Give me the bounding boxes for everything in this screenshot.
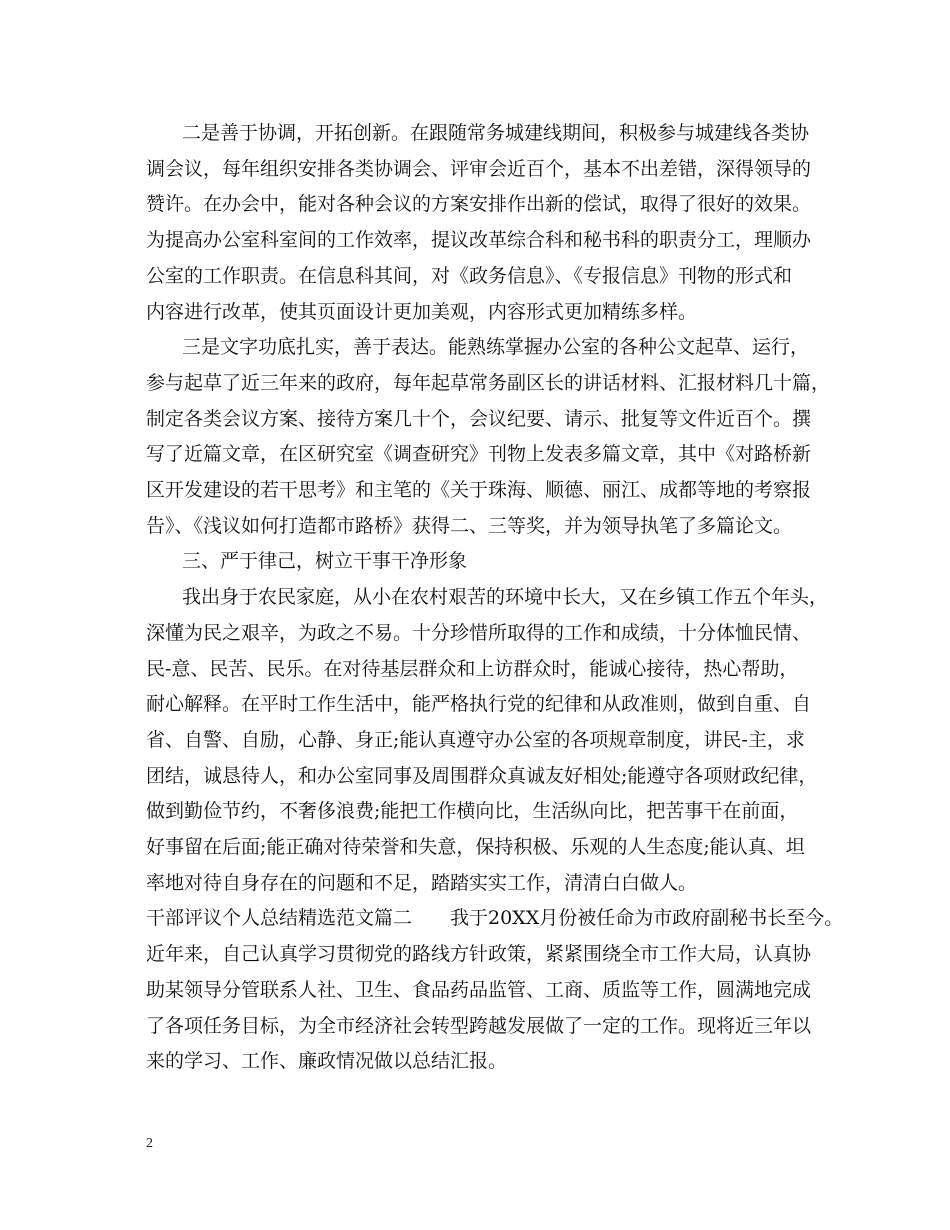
paragraph-line: 团结，诚恳待人，和办公室同事及周围群众真诚友好相处;能遵守各项财政纪律， (146, 764, 818, 787)
paragraph-line: 公室的工作职责。在信息科其间，对《政务信息》、《专报信息》刊物的形式和 (146, 264, 793, 287)
paragraph-line: 深懂为民之艰辛，为政之不易。十分珍惜所取得的工作和成绩，十分体恤民情、 (146, 621, 812, 644)
paragraph-line: 参与起草了近三年来的政府，每年起草常务副区长的讲话材料、汇报材料几十篇， (146, 371, 831, 394)
paragraph-line: 近年来，自己认真学习贯彻党的路线方针政策，紧紧围绕全市工作大局，认真协 (146, 943, 812, 966)
paragraph-line: 二是善于协调，开拓创新。在跟随常务城建线期间，积极参与城建线各类协 (182, 122, 810, 144)
paragraph-line: 率地对待自身存在的问题和不足，踏踏实实工作，清清白白做人。 (146, 871, 698, 894)
paragraph-line: 耐心解释。在平时工作生活中，能严格执行党的纪律和从政准则，做到自重、自 (146, 693, 812, 716)
paragraph-line: 省、自警、自励，心静、身正;能认真遵守办公室的各项规章制度，讲民-主，求 (146, 728, 805, 751)
paragraph-line: 来的学习、工作、廉政情况做以总结汇报。 (146, 1050, 508, 1073)
paragraph-line: 调会议，每年组织安排各类协调会、评审会近百个，基本不出差错，深得领导的 (146, 157, 812, 180)
paragraph-line: 区开发建设的若干思考》和主笔的《关于珠海、顺德、丽江、成都等地的考察报 (146, 479, 812, 501)
paragraph-line: 三是文字功底扎实，善于表达。能熟练掌握办公室的各种公文起草、运行， (182, 336, 810, 359)
section-heading: 三、严于律己，树立干事干净形象 (182, 550, 468, 573)
paragraph-line: 了各项任务目标，为全市经济社会转型跨越发展做了一定的工作。现将近三年以 (146, 1014, 812, 1037)
paragraph-line: 助某领导分管联系人社、卫生、食品药品监管、工商、质监等工作，圆满地完成 (146, 978, 812, 1001)
paragraph-line: 好事留在后面;能正确对待荣誉和失意，保持积极、乐观的人生态度;能认真、坦 (146, 836, 805, 858)
page-number: 2 (146, 1136, 153, 1151)
paragraph-line: 民-意、民苦、民乐。在对待基层群众和上访群众时，能诚心接待，热心帮助， (146, 657, 799, 680)
paragraph-line: 我出身于农民家庭，从小在农村艰苦的环境中长大，又在乡镇工作五个年头， (182, 586, 829, 609)
paragraph-line: 内容进行改革，使其页面设计更加美观，内容形式更加精练多样。 (146, 300, 698, 323)
paragraph-line: 制定各类会议方案、接待方案几十个，会议纪要、请示、批复等文件近百个。撰 (146, 407, 812, 430)
paragraph-line: 写了近篇文章，在区研究室《调查研究》刊物上发表多篇文章，其中《对路桥新 (146, 443, 812, 466)
paragraph-line: 为提高办公室科室间的工作效率，提议改革综合科和秘书科的职责分工，理顺办 (146, 229, 812, 252)
paragraph-line: 赞许。在办会中，能对各种会议的方案安排作出新的偿试，取得了很好的效果。 (146, 193, 812, 216)
paragraph-line: 做到勤俭节约，不奢侈浪费;能把工作横向比，生活纵向比，把苦事干在前面， (146, 800, 799, 823)
section-title-line: 干部评议个人总结精选范文篇二 我于20XX月份被任命为市政府副秘书长至今。 (146, 907, 844, 930)
paragraph-line: 告》、《浅议如何打造都市路桥》获得二、三等奖，并为领导执笔了多篇论文。 (146, 514, 793, 537)
